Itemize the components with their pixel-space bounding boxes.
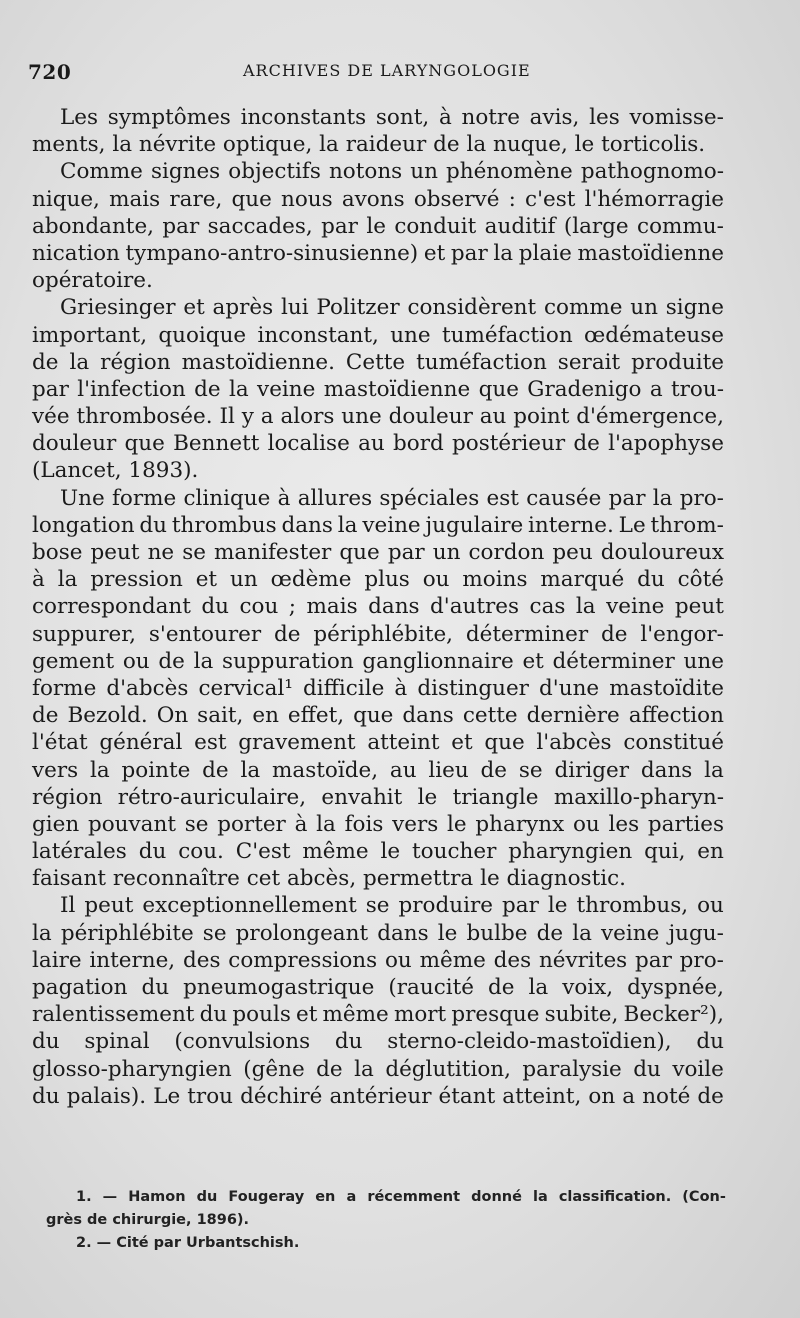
text-line: de Bezold. On sait, en effet, que dans cette dernière affection <box>32 703 724 729</box>
text-line: gement ou de la suppuration ganglionnaire et déterminer une <box>32 648 724 674</box>
text-line: abondante, par saccades, par le conduit auditif (large commu- <box>32 213 724 239</box>
text-line: à la pression et un œdème plus ou moins marqué du côté <box>32 567 724 593</box>
text-line: nication tympano-antro-sinusienne) et par la plaie mastoïdienne <box>32 240 724 266</box>
text-line: glosso-pharyngien (gêne de la déglutition, paralysie du voile <box>32 1056 724 1082</box>
text-line: du spinal (convulsions du sterno-cleido-mastoïdien), du <box>32 1029 724 1055</box>
text-line: Griesinger et après lui Politzer considèrent comme un signe <box>60 295 724 321</box>
text-line: nique, mais rare, que nous avons observé : c'est l'hémorragie <box>32 186 724 212</box>
running-title: ARCHIVES DE LARYNGOLOGIE <box>243 61 531 80</box>
text-line: suppurer, s'entourer de périphlébite, déterminer de l'engor- <box>32 621 724 647</box>
text-line: vers la pointe de la mastoïde, au lieu de se diriger dans la <box>32 757 724 783</box>
text-line: Comme signes objectifs notons un phénomène pathognomo- <box>60 159 724 185</box>
text-line: latérales du cou. C'est même le toucher pharyngien qui, en <box>32 839 724 865</box>
text-line: région rétro-auriculaire, envahit le triangle maxillo-pharyn- <box>32 784 724 810</box>
text-line: Les symptômes inconstants sont, à notre avis, les vomisse- <box>60 105 724 130</box>
text-line: par l'infection de la veine mastoïdienne que Gradenigo a trou- <box>32 376 724 402</box>
page-number: 720 <box>28 60 72 84</box>
page-header <box>28 60 728 90</box>
text-line: correspondant du cou ; mais dans d'autres cas la veine peut <box>32 594 724 620</box>
text-line: forme d'abcès cervical¹ difficile à distinguer d'une mastoïdite <box>32 675 724 701</box>
text-line: vée thrombosée. Il y a alors une douleur au point d'émergence, <box>32 404 724 430</box>
body-text <box>32 104 724 1110</box>
text-line: important, quoique inconstant, une tuméfaction œdémateuse <box>32 322 724 348</box>
footnote-line: 2. — Cité par Urbantschish. <box>76 1235 300 1251</box>
text-line: ralentissement du pouls et même mort presque subite, Becker²), <box>32 1002 724 1028</box>
text-line: bose peut ne se manifester que par un cordon peu douloureux <box>32 540 724 565</box>
text-line: de la région mastoïdienne. Cette tuméfaction serait produite <box>32 349 724 375</box>
footnote-line: 1. — Hamon du Fougeray en a récemment donné la classification. (Con- <box>76 1189 726 1205</box>
text-line: du palais). Le trou déchiré antérieur étant atteint, on a noté de <box>32 1083 724 1109</box>
text-line: gien pouvant se porter à la fois vers le pharynx ou les parties <box>32 811 724 837</box>
text-line: pagation du pneumogastrique (raucité de la voix, dyspnée, <box>32 975 724 1000</box>
text-line: douleur que Bennett localise au bord postérieur de l'apophyse <box>32 431 724 457</box>
text-line: faisant reconnaître cet abcès, permettra le diagnostic. <box>32 866 626 892</box>
text-line: Une forme clinique à allures spéciales est causée par la pro- <box>60 485 724 511</box>
text-line: laire interne, des compressions ou même des névrites par pro- <box>32 947 724 973</box>
text-line: (Lancet, 1893). <box>32 458 199 484</box>
text-line: Il peut exceptionnellement se produire par le thrombus, ou <box>60 893 724 919</box>
footnote-line: grès de chirurgie, 1896). <box>46 1212 250 1228</box>
text-line: longation du thrombus dans la veine jugulaire interne. Le throm- <box>32 512 724 538</box>
footnotes <box>46 1186 726 1255</box>
text-line: l'état général est gravement atteint et que l'abcès constitué <box>32 730 724 756</box>
text-line: opératoire. <box>32 268 153 294</box>
text-line: la périphlébite se prolongeant dans le bulbe de la veine jugu- <box>32 920 724 946</box>
text-line: ments, la névrite optique, la raideur de la nuque, le torticolis. <box>32 132 706 158</box>
